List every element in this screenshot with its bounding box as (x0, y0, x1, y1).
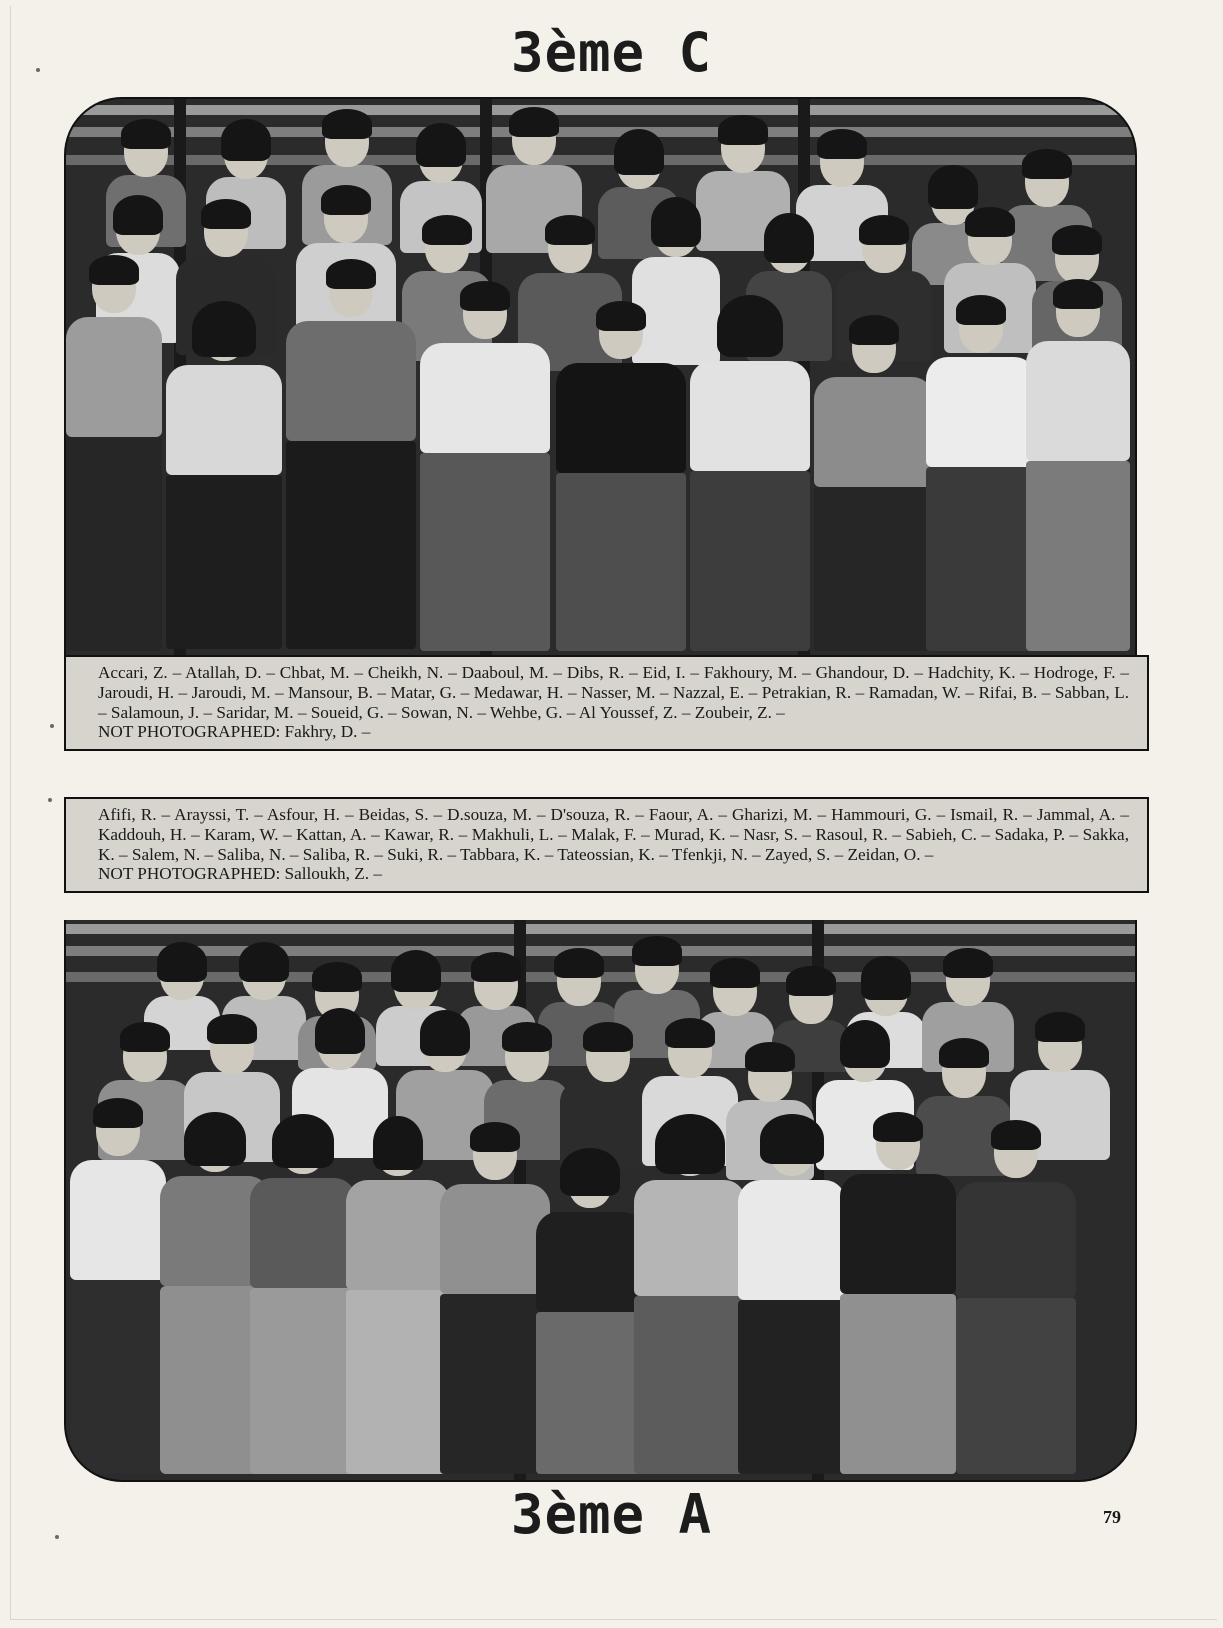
bleacher-rail (66, 924, 1135, 934)
student-figure (66, 251, 162, 651)
not-photographed-note: NOT PHOTOGRAPHED: Salloukh, Z. – (98, 864, 382, 884)
student-figure (166, 299, 282, 649)
student-figure (70, 1094, 166, 1474)
student-figure (1026, 275, 1130, 651)
student-figure (814, 311, 934, 651)
section-title-3eme-c: 3ème C (510, 21, 713, 84)
bleacher-rail (66, 105, 1135, 115)
student-figure (536, 1146, 644, 1474)
paper-speck (36, 68, 40, 72)
paper-speck (55, 1535, 59, 1539)
student-figure (956, 1116, 1076, 1474)
class-photo-3eme-a (64, 920, 1137, 1482)
student-figure (440, 1118, 550, 1474)
student-figure (634, 1114, 746, 1474)
student-figure (556, 297, 686, 651)
student-figure (346, 1114, 450, 1474)
student-figure (420, 277, 550, 651)
student-figure (840, 1108, 956, 1474)
student-figure (250, 1112, 356, 1474)
section-title-3eme-a: 3ème A (510, 1483, 713, 1546)
student-names-list: Accari, Z. – Atallah, D. – Chbat, M. – Cheikh, N. – Daaboul, M. – Dibs, R. – Eid, I. – Fakhoury, M. – Ghandour, D. – Hadchity, K. – Hodroge, F. – Jaroudi, H. – Jaroudi, M. – Mansour, B. – Matar, G. – Medawar, H. – Nasser, M. – Nazzal, E. – Petrakian, R. – Ramadan, W. – Rifai, B. – Sabban, L. – Salamoun, J. – Saridar, M. – Soueid, G. – Sowan, N. – Wehbe, G. – Al Youssef, Z. – Zoubeir, Z. – (98, 663, 1129, 722)
caption-3eme-c (64, 655, 1149, 751)
paper-speck (50, 724, 54, 728)
class-photo-3eme-c (64, 97, 1137, 657)
paper-speck (48, 798, 52, 802)
student-figure (738, 1114, 846, 1474)
page-number: 79 (1103, 1507, 1121, 1527)
student-figure (286, 255, 416, 649)
student-figure (690, 295, 810, 651)
not-photographed-note: NOT PHOTOGRAPHED: Fakhry, D. – (98, 722, 371, 742)
student-figure (926, 291, 1036, 651)
caption-3eme-a (64, 797, 1149, 893)
student-names-list: Afifi, R. – Arayssi, T. – Asfour, H. – Beidas, S. – D.souza, M. – D'souza, R. – Faour, A. – Gharizi, M. – Hammouri, G. – Ismail, R. – Jammal, A. – Kaddouh, H. – Karam, W. – Kattan, A. – Kawar, R. – Makhuli, L. – Malak, F. – Murad, K. – Nasr, S. – Rasoul, R. – Sabieh, C. – Sadaka, P. – Sakka, K. – Salem, N. – Saliba, N. – Saliba, R. – Suki, R. – Tabbara, K. – Tateossian, K. – Tfenkji, N. – Zayed, S. – Zeidan, O. – (98, 805, 1129, 864)
